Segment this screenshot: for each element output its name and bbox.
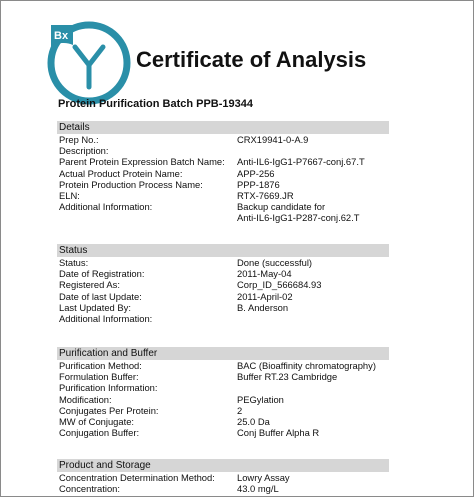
field-row [57,145,389,156]
section-header: Product and Storage [57,459,389,472]
field-value: 2 [237,404,243,416]
field-label: Last Updated By: [59,301,131,313]
field-row [57,382,389,393]
field-label: Concentration Determination Method: [59,472,215,483]
field-label: Actual Product Protein Name: [59,167,183,179]
field-value: B. Anderson [237,301,289,313]
field-label: Status: [59,257,89,268]
section-product-storage [57,459,389,494]
page-title: Certificate of Analysis [136,47,367,72]
field-value: Buffer RT.23 Cambridge [237,371,338,383]
field-row [57,201,389,223]
field-row [57,134,389,145]
field-value: 2011-April-02 [237,290,293,302]
field-row [57,416,389,427]
field-value: 25.0 Da [237,415,270,427]
section-header: Purification and Buffer [57,347,389,360]
field-row [57,483,389,494]
field-row [57,179,389,190]
field-value: Conj Buffer Alpha R [237,427,320,439]
field-value: BAC (Bioaffinity chromatography) [237,360,376,371]
batch-title: Protein Purification Batch PPB-19344 [58,98,253,110]
field-value-line: Backup candidate for [237,201,326,213]
field-value: 2011-May-04 [237,268,292,280]
field-label: Registered As: [59,279,120,291]
field-value: Anti-IL6-IgG1-P7667-conj.67.T [237,156,365,168]
field-label: Date of last Update: [59,290,142,302]
field-label: Purification Information: [59,382,158,394]
section-header: Status [57,244,389,257]
field-row [57,394,389,405]
field-label: Purification Method: [59,360,142,371]
field-row [57,291,389,302]
field-value: 43.0 mg/L [237,483,279,495]
field-value: Lowry Assay [237,472,290,483]
field-row [57,302,389,313]
field-row [57,472,389,483]
field-value: Corp_ID_566684.93 [237,279,322,291]
field-row [57,268,389,279]
field-row [57,313,389,324]
field-label: Additional Information: [59,312,153,324]
antibody-logo-icon [45,19,133,107]
section-header: Details [57,121,389,134]
field-value: APP-256 [237,167,275,179]
field-value [237,201,359,223]
field-row [57,405,389,416]
field-row [57,257,389,268]
field-value: CRX19941-0-A.9 [237,134,309,145]
field-row [57,371,389,382]
field-row [57,156,389,167]
field-label: Date of Registration: [59,268,145,280]
section-purification-buffer [57,347,389,438]
field-label: MW of Conjugate: [59,415,135,427]
field-label: Prep No.: [59,134,99,145]
field-label: Protein Production Process Name: [59,178,203,190]
field-value: PEGylation [237,393,284,405]
field-label: Modification: [59,393,112,405]
field-row [57,427,389,438]
section-details [57,121,389,223]
field-label: Description: [59,145,109,157]
field-label: ELN: [59,189,80,201]
field-label: Conjugation Buffer: [59,427,140,439]
field-label: Additional Information: [59,201,153,213]
logo-badge-text: Bx [54,30,69,42]
field-label: Formulation Buffer: [59,371,139,383]
field-value: PPP-1876 [237,178,280,190]
field-row [57,279,389,290]
section-status [57,244,389,324]
field-row [57,360,389,371]
field-row [57,190,389,201]
field-label: Conjugates Per Protein: [59,404,159,416]
field-row [57,168,389,179]
field-value: Done (successful) [237,257,313,268]
field-label: Parent Protein Expression Batch Name: [59,156,225,168]
field-value-line: Anti-IL6-IgG1-P287-conj.62.T [237,212,360,224]
field-label: Concentration: [59,483,120,495]
field-value: RTX-7669.JR [237,189,294,201]
